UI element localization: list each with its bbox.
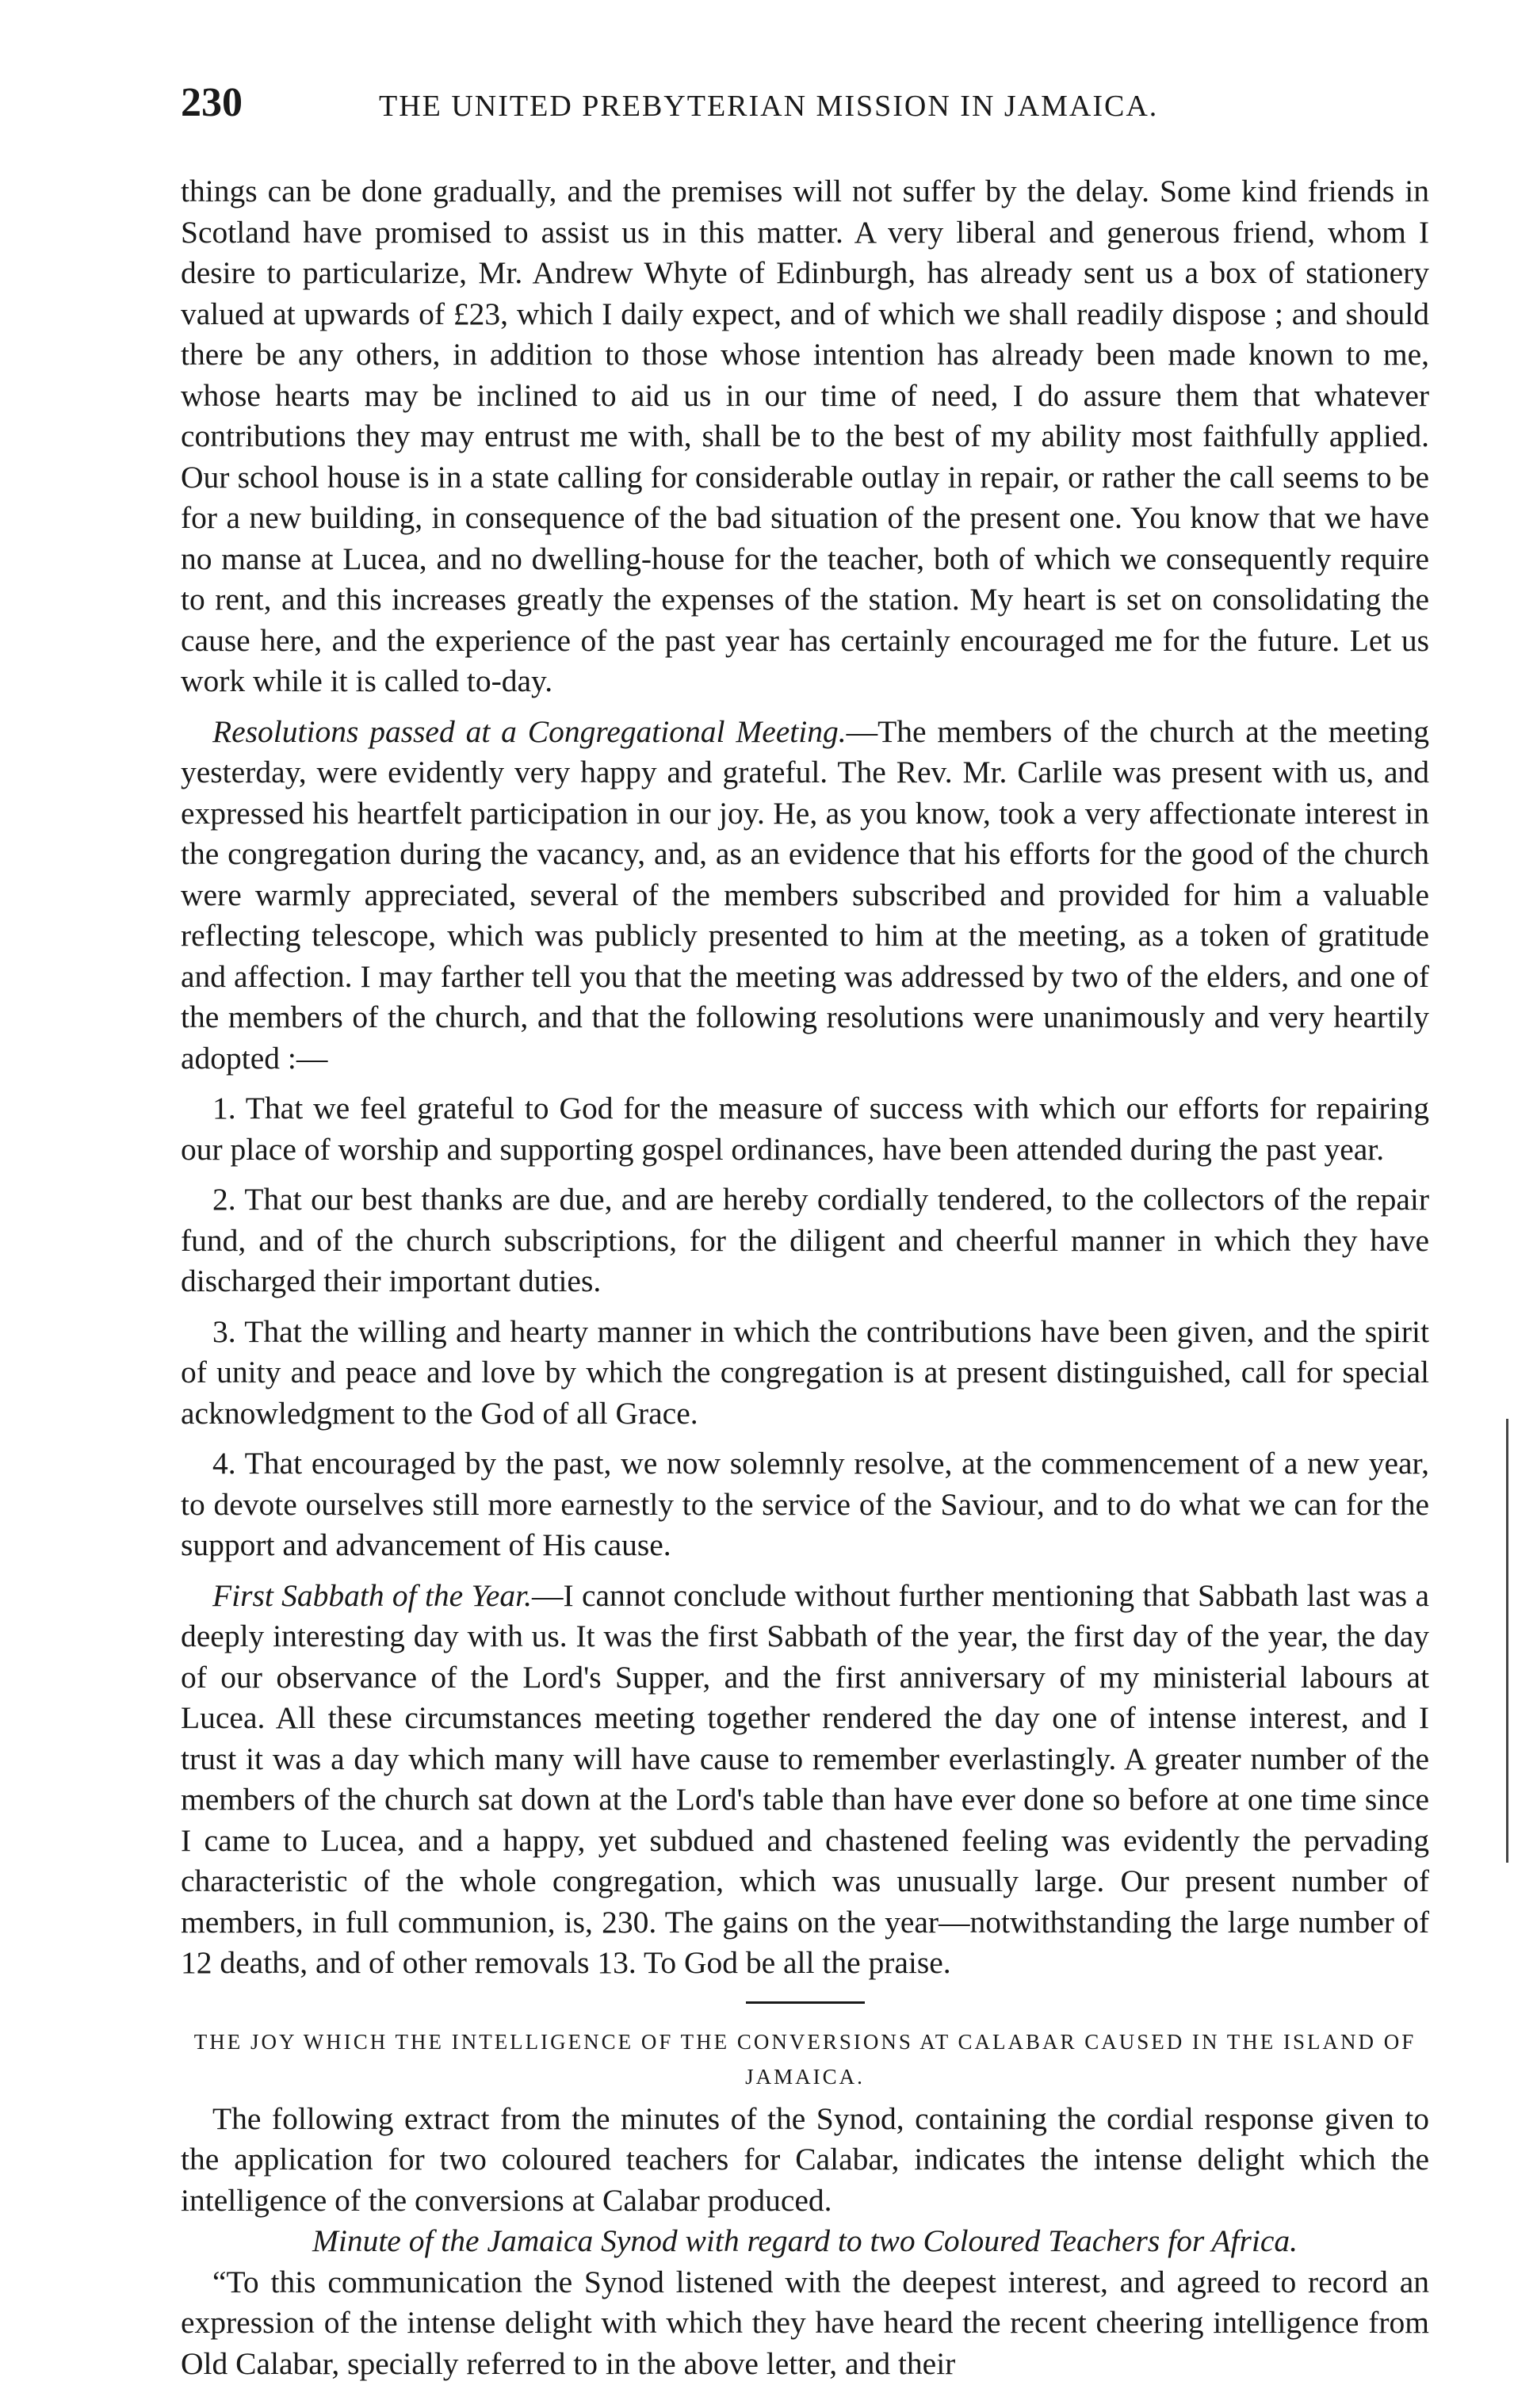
resolution-item: 1. That we feel grateful to God for the measure of success with which our efforts for repairing our place of worship and supporting gospel ordinances, have been attended during the past year. <box>181 1091 1429 1167</box>
resolutions-heading: Resolutions passed at a Congregational Meeting. <box>212 713 847 749</box>
paragraph-first-sabbath <box>181 1576 1429 1984</box>
running-head <box>181 79 1438 151</box>
margin-rule <box>1506 1419 1508 1863</box>
minute-heading: Minute of the Jamaica Synod with regard to two Coloured Teachers for Africa. <box>312 2223 1298 2258</box>
section-divider <box>746 2001 865 2004</box>
resolution-item: 4. That encouraged by the past, we now solemnly resolve, at the commencement of a new year, to devote ourselves still more earnestly to the service of the Saviour, and to do what we can for the support and advancement of His cause. <box>181 1446 1429 1562</box>
paragraph-synod-extract: The following extract from the minutes of the Synod, containing the cordial response given to the application for two coloured teachers for Calabar, indicates the intense delight which the intelligence of the conversions at Calabar produced. <box>181 2100 1429 2218</box>
resolutions-intro-text: —The members of the church at the meeting yesterday, were evidently very happy and grateful. The Rev. Mr. Carlile was present with us, and expressed his heartfelt participation in our joy. He, as you know, took a very affectionate interest in the congregation during the vacancy, and, as an evidence that his efforts for the good of the church were warmly appreciated, several of the members subscribed and provided for him a valuable reflecting telescope, which was publicly presented to him at the meeting, as a token of gratitude and affection. I may farther tell you that the meeting was addressed by two of the elders, and one of the members of the church, and that the following resolutions were unanimously and very heartily adopted :— <box>181 713 1430 1076</box>
paragraph-minute-text: “To this communication the Synod listened with the deepest interest, and agreed to record an expression of the intense delight with which they have heard the recent cheering intelligence from Old Calabar, specially referred to in the above letter, and their <box>181 2264 1429 2381</box>
paragraph-school-house: things can be done gradually, and the premises will not suffer by the delay. Some kind friends in Scotland have promised to assist us in this matter. A very liberal and generous friend, whom I desire to particularize, Mr. Andrew Whyte of Edinburgh, has already sent us a box of stationery valued at upwards of £23, which I daily expect, and of which we shall readily dispose ; and should there be any others, in addition to those whose intention has already been made known to me, whose hearts may be inclined to aid us in our time of need, I do assure them that whatever contributions they may entrust me with, shall be to the best of my ability most faithfully applied. Our school house is in a state calling for considerable outlay in repair, or rather the call seems to be for a new building, in consequence of the bad situation of the present one. You know that we have no manse at Lucea, and no dwelling-house for the teacher, both of which we consequently require to rent, and this increases greatly the expenses of the station. My heart is set on consolidating the cause here, and the experience of the past year has certainly encouraged me for the future. Let us work while it is called to-day. <box>181 174 1429 698</box>
section-heading: THE JOY WHICH THE INTELLIGENCE OF THE CONVERSIONS AT CALABAR CAUSED IN THE ISLAND OF JAMAICA. <box>193 2029 1417 2089</box>
body-text <box>181 171 1429 2384</box>
first-sabbath-text: —I cannot conclude without further mentioning that Sabbath last was a deeply interesting day with us. It was the first Sabbath of the year, the first day of the year, the day of our observance of the Lord's Supper, and the first anniversary of my ministerial labours at Lucea. All these circumstances meeting together rendered the day one of intense interest, and I trust it was a day which many will have cause to remember everlastingly. A greater number of the members of the church sat down at the Lord's table than have ever done so before at one time since I came to Lucea, and a happy, yet subdued and chastened feeling was evidently the pervading characteristic of the whole congregation, which was unusually large. Our present number of members, in full communion, is, 230. The gains on the year—notwithstanding the large number of 12 deaths, and of other removals 13. To God be all the praise. <box>181 1577 1429 1980</box>
resolution-item: 2. That our best thanks are due, and are hereby cordially tendered, to the collectors of the repair fund, and of the church subscriptions, for the diligent and cheerful manner in which they have discharged their important duties. <box>181 1182 1429 1298</box>
resolution-item: 3. That the willing and hearty manner in which the contributions have been given, and the spirit of unity and peace and love by which the congregation is at present distinguished, call for special acknowledgment to the God of all Grace. <box>181 1313 1429 1431</box>
running-title: THE UNITED PREBYTERIAN MISSION IN JAMAICA. <box>379 90 1159 123</box>
page-number: 230 <box>181 80 243 125</box>
paragraph-resolutions-intro <box>181 712 1429 1080</box>
first-sabbath-heading: First Sabbath of the Year. <box>212 1577 532 1613</box>
